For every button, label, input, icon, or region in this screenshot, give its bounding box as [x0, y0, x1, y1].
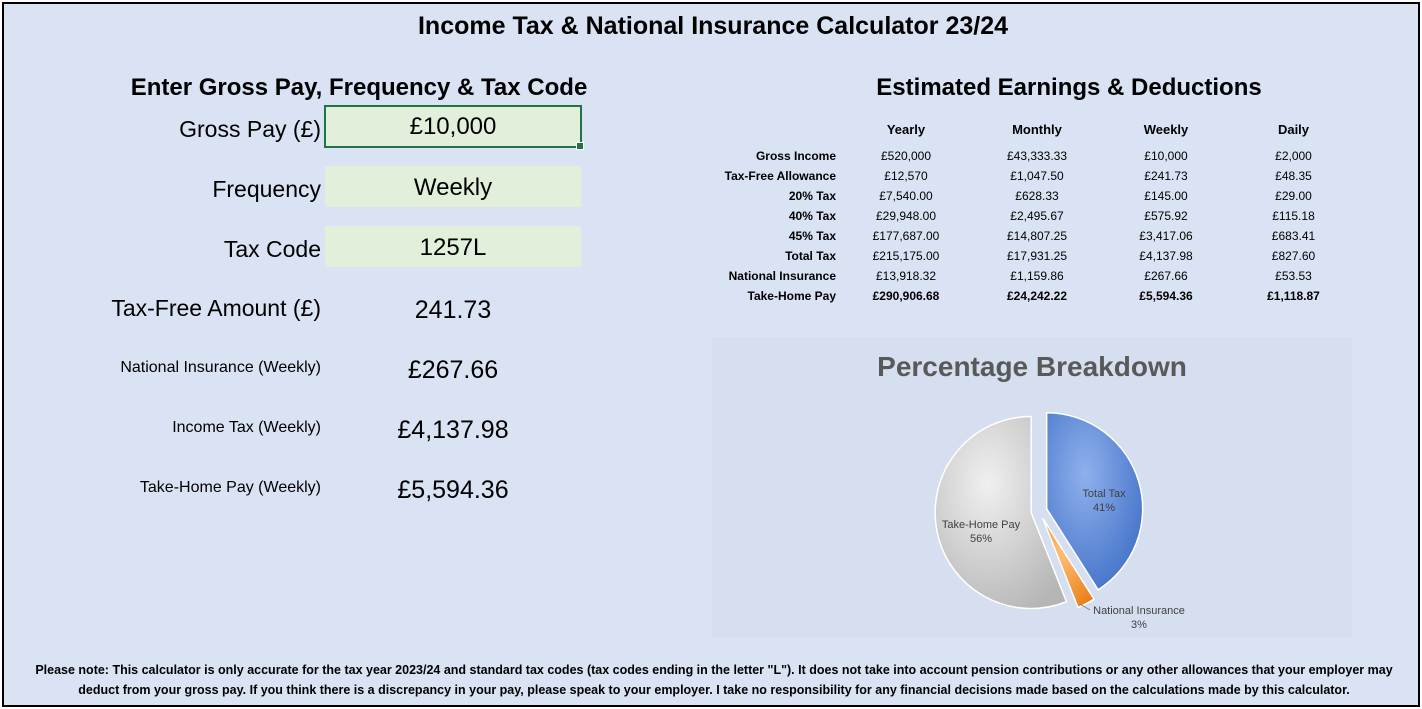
disclaimer-line-1: Please note: This calculator is only accurate for the tax year 2023/24 and standard tax codes (tax codes ending in the letter "L"). It does not take into account pension contributions or any other allowances that your employer may — [35, 663, 1393, 677]
table-row — [704, 246, 1357, 266]
disclaimer-note — [10, 660, 1418, 700]
cell-monthly: £17,931.25 — [1006, 249, 1068, 263]
calculator-sheet — [2, 2, 1420, 707]
header-blank — [704, 118, 840, 146]
ni-label: National Insurance (Weekly) — [120, 359, 321, 376]
table-row — [704, 226, 1357, 246]
cell-monthly: £1,159.86 — [1010, 269, 1064, 283]
slice-name: Total Tax — [1082, 488, 1126, 500]
slice-percent: 41% — [1092, 502, 1116, 514]
cell-weekly: £5,594.36 — [1139, 289, 1193, 303]
cell-weekly: £4,137.98 — [1139, 249, 1193, 263]
cell-weekly: £145.00 — [1144, 189, 1188, 203]
cell-daily: £29.00 — [1275, 189, 1312, 203]
cell-weekly: £575.92 — [1144, 209, 1188, 223]
slice-label-national-insurance — [1087, 604, 1191, 632]
ni-value: £267.66 — [407, 356, 499, 384]
earnings-table — [704, 118, 1357, 306]
header-monthly: Monthly — [1012, 121, 1062, 137]
frequency-label: Frequency — [212, 176, 321, 202]
tax-free-label: Tax-Free Amount (£) — [111, 295, 321, 321]
table-row — [704, 286, 1357, 306]
cell-daily: £2,000 — [1275, 149, 1312, 163]
cell-yearly: £177,687.00 — [872, 229, 940, 243]
row-label: Total Tax — [785, 249, 836, 263]
cell-weekly: £241.73 — [1144, 169, 1188, 183]
row-label: National Insurance — [728, 269, 836, 283]
slice-label-take-home — [939, 518, 1023, 546]
cell-yearly: £290,906.68 — [872, 289, 940, 303]
cell-yearly: £29,948.00 — [875, 209, 937, 223]
cell-yearly: £7,540.00 — [879, 189, 933, 203]
row-label: Gross Income — [755, 149, 836, 163]
cell-daily: £48.35 — [1275, 169, 1312, 183]
header-daily: Daily — [1277, 121, 1310, 137]
slice-label-total-tax — [1072, 487, 1136, 515]
table-header-row — [704, 118, 1357, 146]
slice-percent: 56% — [969, 533, 993, 545]
gross-pay-label: Gross Pay (£) — [179, 116, 321, 142]
cell-yearly: £520,000 — [880, 149, 932, 163]
frequency-value: Weekly — [413, 174, 493, 201]
frequency-select[interactable] — [325, 166, 581, 207]
cell-weekly: £10,000 — [1144, 149, 1188, 163]
row-label: Tax-Free Allowance — [724, 169, 836, 183]
header-weekly: Weekly — [1143, 121, 1189, 137]
row-label: Take-Home Pay — [747, 289, 836, 303]
inputs-heading: Enter Gross Pay, Frequency & Tax Code — [130, 74, 588, 101]
cell-daily: £53.53 — [1275, 269, 1312, 283]
header-yearly: Yearly — [886, 121, 926, 137]
row-label: 45% Tax — [788, 229, 836, 243]
table-row — [704, 146, 1357, 166]
cell-monthly: £2,495.67 — [1010, 209, 1064, 223]
page-title: Income Tax & National Insurance Calculator 23/24 — [417, 12, 1008, 40]
cell-monthly: £1,047.50 — [1010, 169, 1064, 183]
cell-daily: £683.41 — [1271, 229, 1316, 243]
cell-yearly: £13,918.32 — [875, 269, 937, 283]
tax-code-value: 1257L — [419, 234, 487, 261]
slice-name: Take-Home Pay — [941, 519, 1021, 531]
slice-name: National Insurance — [1093, 605, 1185, 617]
take-home-value: £5,594.36 — [397, 476, 509, 504]
table-row — [704, 206, 1357, 226]
tax-code-input[interactable] — [325, 226, 581, 267]
slice-percent: 3% — [1131, 619, 1147, 631]
fill-handle[interactable] — [576, 142, 584, 150]
disclaimer-line-2: deduct from your gross pay. If you think there is a discrepancy in your pay, please speak to your employer. I take no responsibility for any financial decisions made based on the calculations made by this calculator. — [78, 683, 1350, 697]
cell-monthly: £628.33 — [1015, 189, 1059, 203]
cell-daily: £1,118.87 — [1267, 289, 1320, 303]
cell-weekly: £267.66 — [1144, 269, 1188, 283]
cell-yearly: £215,175.00 — [872, 249, 940, 263]
chart-title: Percentage Breakdown — [877, 351, 1187, 382]
tax-free-value: 241.73 — [414, 296, 492, 324]
income-tax-label: Income Tax (Weekly) — [172, 419, 321, 436]
tax-code-label: Tax Code — [223, 236, 321, 262]
table-row — [704, 186, 1357, 206]
income-tax-value: £4,137.98 — [397, 416, 509, 444]
cell-monthly: £14,807.25 — [1006, 229, 1068, 243]
row-label: 40% Tax — [788, 209, 836, 223]
cell-daily: £115.18 — [1272, 209, 1315, 223]
cell-weekly: £3,417.06 — [1139, 229, 1193, 243]
cell-monthly: £24,242.22 — [1006, 289, 1068, 303]
take-home-label: Take-Home Pay (Weekly) — [139, 479, 321, 496]
gross-pay-input[interactable] — [324, 105, 582, 148]
earnings-heading: Estimated Earnings & Deductions — [876, 74, 1262, 101]
row-label: 20% Tax — [788, 189, 836, 203]
cell-monthly: £43,333.33 — [1006, 149, 1068, 163]
table-row — [704, 266, 1357, 286]
cell-daily: £827.60 — [1271, 249, 1316, 263]
cell-yearly: £12,570 — [884, 169, 928, 183]
table-row — [704, 166, 1357, 186]
gross-pay-value: £10,000 — [409, 113, 497, 140]
